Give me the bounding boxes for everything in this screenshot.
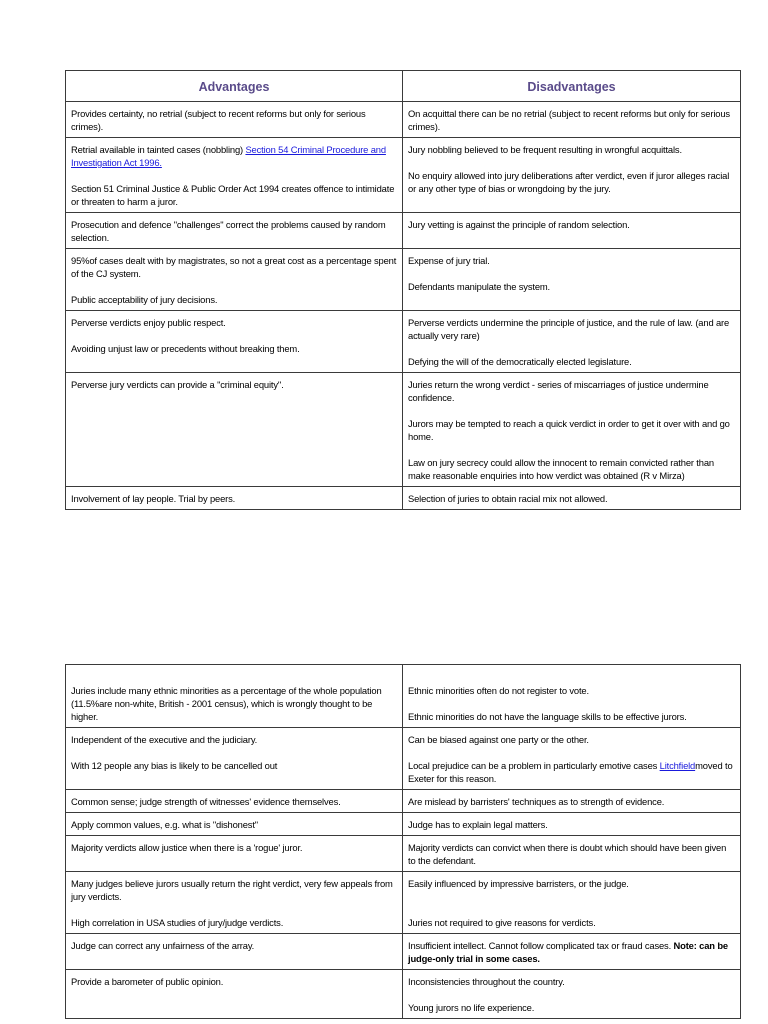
disadvantage-cell: Can be biased against one party or the other. Local prejudice can be a problem in particularly emotive cases Litchfieldmoved to Exeter for this reason. [403, 728, 741, 790]
table-row [66, 836, 741, 872]
table-row [66, 665, 741, 728]
advantage-cell: Prosecution and defence "challenges" correct the problems caused by random selection. [66, 213, 403, 249]
disadvantage-cell: Expense of jury trial. Defendants manipulate the system. [403, 249, 741, 311]
table-header-row [66, 71, 741, 102]
table-row [66, 872, 741, 934]
advantage-cell: Perverse verdicts enjoy public respect. Avoiding unjust law or precedents without breaking them. [66, 311, 403, 373]
advantage-cell: Juries include many ethnic minorities as a percentage of the whole population (11.5%are non-white, British - 2001 census), which is wrongly thought to be higher. [66, 665, 403, 728]
advantages-disadvantages-table [65, 70, 741, 510]
disadvantage-cell: Perverse verdicts undermine the principle of justice, and the rule of law. (and are actually very rare) Defying the will of the democratically elected legislature. [403, 311, 741, 373]
advantage-cell: Involvement of lay people. Trial by peers. [66, 487, 403, 510]
disadvantage-cell: Are mislead by barristers' techniques as to strength of evidence. [403, 790, 741, 813]
disadvantages-header: Disadvantages [403, 71, 741, 102]
disadvantage-cell: Juries return the wrong verdict - series of miscarriages of justice undermine confidence. Jurors may be tempted to reach a quick verdict in order to get it over with and go home. Law on jury secrecy could allow the innocent to remain convicted rather than make reasonable enquiries into how verdict was obtained (R v Mirza) [403, 373, 741, 487]
section-54-link[interactable]: Section 54 Criminal Procedure and Investigation Act 1996. [71, 144, 386, 168]
table-row [66, 249, 741, 311]
table-row [66, 373, 741, 487]
disadvantage-cell: Jury vetting is against the principle of random selection. [403, 213, 741, 249]
disadvantage-cell: Selection of juries to obtain racial mix not allowed. [403, 487, 741, 510]
disadvantage-cell: Majority verdicts can convict when there is doubt which should have been given to the defendant. [403, 836, 741, 872]
table-row [66, 934, 741, 970]
disadvantage-cell: Easily influenced by impressive barristers, or the judge. Juries not required to give reasons for verdicts. [403, 872, 741, 934]
litchfield-link[interactable]: Litchfield [659, 760, 696, 771]
advantage-cell: Apply common values, e.g. what is "dishonest" [66, 813, 403, 836]
advantages-header: Advantages [66, 71, 403, 102]
advantage-cell: Judge can correct any unfairness of the array. [66, 934, 403, 970]
advantage-cell: Independent of the executive and the judiciary. With 12 people any bias is likely to be cancelled out [66, 728, 403, 790]
continued-table [65, 664, 741, 1019]
disadvantage-cell: Inconsistencies throughout the country. Young jurors no life experience. [403, 970, 741, 1019]
advantage-cell: Perverse jury verdicts can provide a "criminal equity". [66, 373, 403, 487]
table-row [66, 213, 741, 249]
table-row [66, 102, 741, 138]
advantage-cell: Provide a barometer of public opinion. [66, 970, 403, 1019]
advantage-cell: 95%of cases dealt with by magistrates, so not a great cost as a percentage spent of the CJ system. Public acceptability of jury decisions. [66, 249, 403, 311]
advantage-cell: Retrial available in tainted cases (nobbling) Section 54 Criminal Procedure and Investigation Act 1996. Section 51 Criminal Justice & Public Order Act 1994 creates offence to intimidate or threaten to harm a juror. [66, 138, 403, 213]
table-row [66, 970, 741, 1019]
disadvantage-cell: Jury nobbling believed to be frequent resulting in wrongful acquittals. No enquiry allowed into jury deliberations after verdict, even if juror alleges racial or any other type of bias or wrongdoing by the jury. [403, 138, 741, 213]
disadvantage-cell: Ethnic minorities often do not register to vote. Ethnic minorities do not have the language skills to be effective jurors. [403, 665, 741, 728]
advantage-cell: Common sense; judge strength of witnesses' evidence themselves. [66, 790, 403, 813]
table-row [66, 790, 741, 813]
table-row [66, 138, 741, 213]
disadvantage-cell: On acquittal there can be no retrial (subject to recent reforms but only for serious crimes). [403, 102, 741, 138]
disadvantage-cell: Insufficient intellect. Cannot follow complicated tax or fraud cases. Note: can be judge-only trial in some cases. [403, 934, 741, 970]
disadvantage-cell: Judge has to explain legal matters. [403, 813, 741, 836]
table-row [66, 813, 741, 836]
advantage-cell: Many judges believe jurors usually return the right verdict, very few appeals from jury verdicts. High correlation in USA studies of jury/judge verdicts. [66, 872, 403, 934]
advantage-cell: Provides certainty, no retrial (subject to recent reforms but only for serious crimes). [66, 102, 403, 138]
advantage-cell: Majority verdicts allow justice when there is a 'rogue' juror. [66, 836, 403, 872]
table-row [66, 487, 741, 510]
note-bold-text: Note: can be judge-only trial in some cases. [408, 940, 728, 964]
table-row [66, 311, 741, 373]
table-row [66, 728, 741, 790]
